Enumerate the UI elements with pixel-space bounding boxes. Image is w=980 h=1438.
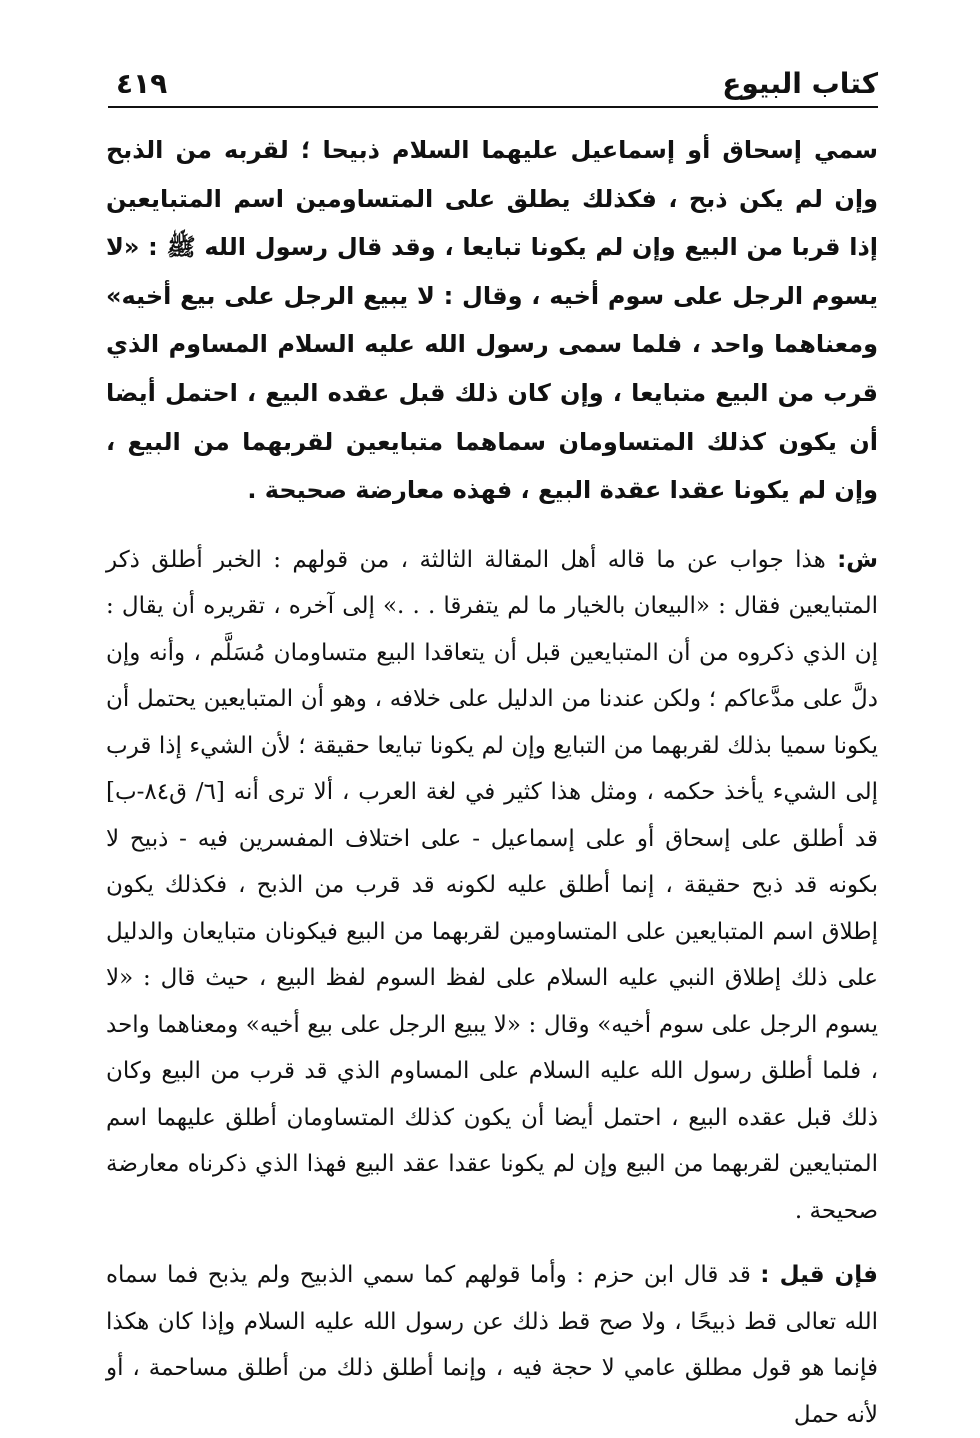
- book-title: كتاب البيوع: [722, 67, 878, 100]
- running-header: [108, 60, 878, 108]
- main-text: [106, 126, 878, 1438]
- objection-text: قد قال ابن حزم : وأما قولهم كما سمي الذبيح ولم يذبح فما سماه الله تعالى قط ذبيحًا ، ولا صح قط ذلك عن رسول الله عليه السلام وإذا كان هكذا فإنما هو قول مطلق عامي لا حجة فيه ، وإنما أطلق ذلك من أطلق مساحمة ، أو لأنه حمل: [106, 1262, 878, 1428]
- objection-marker: فإن قيل :: [760, 1262, 878, 1289]
- objection-paragraph: [106, 1252, 878, 1438]
- commentary-text: هذا جواب عن ما قاله أهل المقالة الثالثة ، من قولهم : الخبر أطلق ذكر المتبايعين فقال : «البيعان بالخيار ما لم يتفرقا . . .» إلى آخره ، تقريره أن يقال : إن الذي ذكروه من أن المتبايعين قبل أن يتعاقدا البيع متساومان مُسَلَّم ، وأنه وإن دلَّ على مدَّعاكم ؛ ولكن عندنا من الدليل على خلافه ، وهو أن المتبايعين يحتمل أن يكونا سميا بذلك لقربهما من التبايع وإن لم يكونا تبايعا حقيقة ؛ لأن الشيء إذا قرب إلى الشيء يأخذ حكمه ، ومثل هذا كثير في لغة العرب ، ألا ترى أنه [٦/ ق٨٤-ب] قد أطلق على إسحاق أو على إسماعيل - على اختلاف المفسرين فيه - ذبيح لا بكونه قد ذبح حقيقة ، إنما أطلق عليه لكونه قد قرب من الذبح ، فكذلك يكون إطلاق اسم المتبايعين على المتساومين لقربهما من البيع فيكونان متبايعان والدليل على ذلك إطلاق النبي عليه السلام على لفظ السوم لفظ البيع ، حيث قال : «لا يسوم الرجل على سوم أخيه» وقال : «لا يبيع الرجل على بيع أخيه» ومعناهما واحد ، فلما أطلق رسول الله عليه السلام على المساوم الذي قد قرب من البيع وكان ذلك قبل عقده البيع ، احتمل أيضا أن يكون كذلك المتساومان أطلق عليهما اسم المتبايعين لقربهما من البيع وإن لم يكونا عقدا عقد البيع فهذا الذي ذكرناه معارضة صحيحة .: [106, 546, 879, 1224]
- page-number: ٤١٩: [116, 67, 168, 100]
- header-divider: [108, 106, 878, 108]
- quoted-text-paragraph: سمي إسحاق أو إسماعيل عليهما السلام ذبيحا ؛ لقربه من الذبح وإن لم يكن ذبح ، فكذلك يطلق على المتساومين اسم المتبايعين إذا قربا من البيع وإن لم يكونا تبايعا ، وقد قال رسول الله ﷺ : «لا يسوم الرجل على سوم أخيه ، وقال : لا يبيع الرجل على بيع أخيه» ومعناهما واحد ، فلما سمى رسول الله عليه السلام المساوم الذي قرب من البيع متبايعا ، وإن كان ذلك قبل عقده البيع ، احتمل أيضا أن يكون كذلك المتساومان سماهما متبايعين لقربهما من البيع ، وإن لم يكونا عقدا عقدة البيع ، فهذه معارضة صحيحة .: [106, 136, 878, 505]
- commentary-paragraph: [106, 537, 878, 1235]
- commentary-marker: ش:: [837, 546, 878, 573]
